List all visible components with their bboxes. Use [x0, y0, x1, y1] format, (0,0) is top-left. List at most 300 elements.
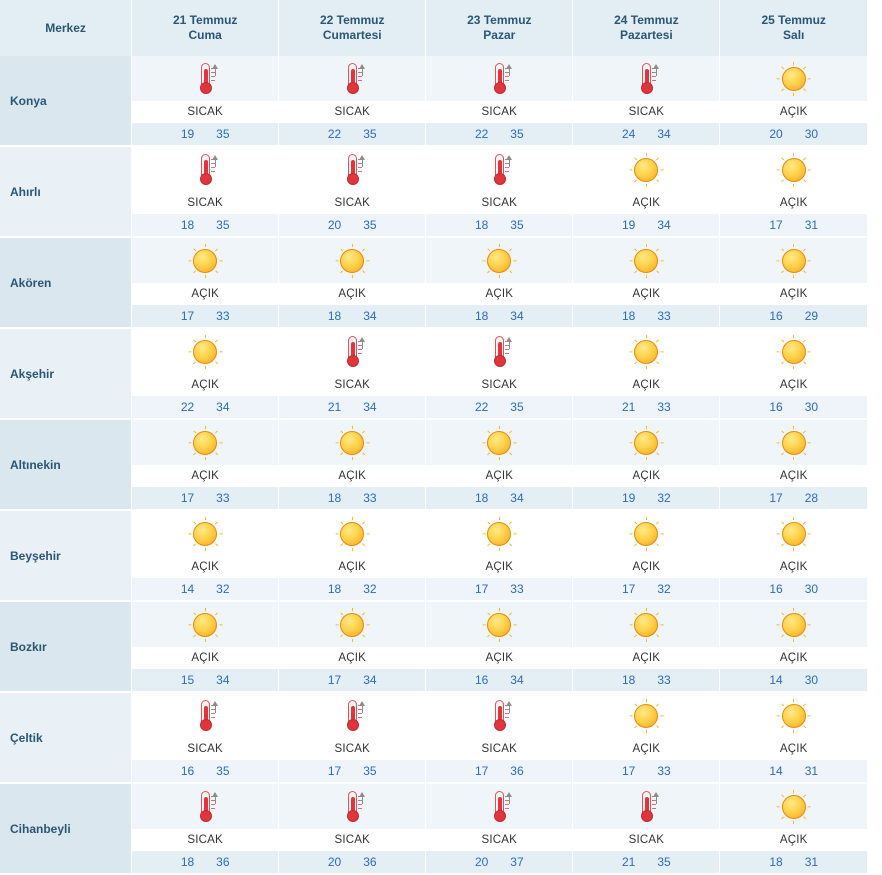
condition-label: SICAK: [279, 192, 425, 214]
temperature-row: [426, 760, 572, 782]
temperature-high: 34: [657, 127, 671, 141]
temperature-low: 16: [769, 582, 783, 596]
weather-icon-container: [132, 693, 278, 738]
temperature-row: [426, 214, 572, 236]
city-name-cell[interactable]: Çeltik: [0, 692, 132, 783]
city-name-cell[interactable]: Altınekin: [0, 419, 132, 510]
temperature-low: 14: [180, 582, 195, 596]
forecast-cell: [132, 328, 279, 419]
weather-icon-container: [573, 147, 719, 192]
condition-label: AÇIK: [573, 738, 719, 760]
header-date: 21 Temmuz: [172, 13, 238, 27]
forecast-cell: [426, 783, 573, 874]
condition-label: AÇIK: [720, 556, 867, 578]
weather-icon-container: [720, 511, 867, 556]
weather-icon-container: [573, 511, 719, 556]
condition-label: SICAK: [279, 101, 425, 123]
temperature-low: 21: [622, 855, 636, 869]
sun-icon: [777, 608, 811, 642]
temperature-row: [573, 669, 719, 691]
forecast-cell: [132, 237, 279, 328]
sun-icon: [777, 426, 811, 460]
temperature-row: [720, 669, 867, 691]
weather-icon-container: [573, 602, 719, 647]
condition-label: SICAK: [426, 192, 572, 214]
forecast-cell: [279, 237, 426, 328]
temperature-high: 35: [363, 764, 377, 778]
condition-label: AÇIK: [720, 647, 867, 669]
temperature-low: 19: [622, 218, 636, 232]
condition-label: AÇIK: [573, 192, 719, 214]
weather-icon-container: [132, 147, 278, 192]
temperature-low: 17: [622, 582, 636, 596]
temperature-row: [573, 578, 719, 600]
forecast-cell: [279, 510, 426, 601]
temperature-low: 16: [474, 673, 489, 687]
temperature-low: 18: [622, 673, 636, 687]
sun-icon: [482, 244, 516, 278]
forecast-cell: [573, 510, 720, 601]
header-cell-day-5: [720, 0, 867, 56]
forecast-cell: [279, 328, 426, 419]
temperature-low: 14: [769, 764, 783, 778]
sun-icon: [777, 153, 811, 187]
temperature-high: 33: [657, 309, 671, 323]
temperature-low: 22: [327, 127, 342, 141]
temperature-row: [720, 305, 867, 327]
weather-icon-container: [720, 693, 867, 738]
temperature-high: 30: [804, 582, 819, 596]
weather-icon-container: [720, 420, 867, 465]
temperature-high: 32: [657, 491, 671, 505]
weather-icon-container: [279, 602, 425, 647]
condition-label: SICAK: [279, 829, 425, 851]
weather-icon-container: [279, 329, 425, 374]
temperature-high: 36: [510, 764, 524, 778]
forecast-cell: [720, 783, 867, 874]
temperature-row: [720, 214, 867, 236]
forecast-cell: [132, 783, 279, 874]
temperature-low: 18: [622, 309, 636, 323]
temperature-high: 35: [510, 400, 524, 414]
temperature-low: 21: [327, 400, 342, 414]
temperature-low: 17: [474, 764, 489, 778]
header-cell-center: [0, 0, 132, 56]
header-weekday: Salı: [783, 28, 805, 42]
temperature-row: [573, 214, 719, 236]
condition-label: AÇIK: [132, 465, 278, 487]
temperature-high: 35: [363, 218, 377, 232]
forecast-cell: [720, 328, 867, 419]
header-weekday: Pazartesi: [620, 28, 673, 42]
condition-label: AÇIK: [426, 647, 572, 669]
header-weekday: Cumartesi: [322, 28, 382, 42]
temperature-high: 35: [657, 855, 671, 869]
table-row: [0, 56, 867, 146]
temperature-row: [132, 669, 278, 691]
weather-icon-container: [279, 511, 425, 556]
temperature-low: 22: [180, 400, 195, 414]
condition-label: SICAK: [426, 829, 572, 851]
weather-icon-container: [573, 784, 719, 829]
forecast-cell: [426, 419, 573, 510]
condition-label: AÇIK: [426, 465, 572, 487]
temperature-row: [573, 305, 719, 327]
temperature-high: 36: [216, 855, 230, 869]
temperature-high: 35: [510, 127, 524, 141]
temperature-high: 33: [657, 764, 671, 778]
header-cell-day-4: [573, 0, 720, 56]
forecast-cell: [720, 237, 867, 328]
condition-label: AÇIK: [573, 556, 719, 578]
condition-label: AÇIK: [573, 465, 719, 487]
sun-icon: [188, 517, 222, 551]
temperature-row: [279, 669, 425, 691]
temperature-low: 18: [327, 309, 342, 323]
forecast-cell: [573, 783, 720, 874]
table-row: [0, 328, 867, 419]
weather-icon-container: [720, 329, 867, 374]
temperature-row: [279, 578, 425, 600]
thermometer-hot-icon: [335, 152, 369, 188]
temperature-low: 15: [180, 673, 195, 687]
temperature-row: [573, 487, 719, 509]
temperature-row: [720, 487, 867, 509]
forecast-cell: [132, 601, 279, 692]
weather-icon-container: [426, 420, 572, 465]
weather-icon-container: [720, 784, 867, 829]
thermometer-hot-icon: [482, 334, 516, 370]
weather-icon-container: [573, 238, 719, 283]
weather-icon-container: [279, 420, 425, 465]
temperature-low: 18: [474, 218, 489, 232]
condition-label: AÇIK: [132, 374, 278, 396]
condition-label: AÇIK: [279, 465, 425, 487]
sun-icon: [188, 426, 222, 460]
table-row: [0, 692, 867, 783]
condition-label: AÇIK: [426, 556, 572, 578]
temperature-row: [720, 578, 867, 600]
forecast-cell: [720, 601, 867, 692]
temperature-row: [426, 305, 572, 327]
temperature-high: 30: [804, 127, 819, 141]
forecast-cell: [279, 692, 426, 783]
sun-icon: [188, 244, 222, 278]
temperature-high: 35: [216, 127, 230, 141]
sun-icon: [629, 608, 663, 642]
temperature-low: 24: [622, 127, 636, 141]
temperature-low: 14: [769, 673, 783, 687]
temperature-high: 33: [657, 400, 671, 414]
forecast-cell: [573, 56, 720, 146]
weather-icon-container: [426, 329, 572, 374]
temperature-low: 17: [769, 218, 783, 232]
temperature-high: 33: [657, 673, 671, 687]
weather-icon-container: [279, 784, 425, 829]
forecast-cell: [720, 692, 867, 783]
forecast-cell: [720, 419, 867, 510]
temperature-high: 34: [510, 309, 524, 323]
sun-icon: [482, 608, 516, 642]
table-row: [0, 419, 867, 510]
temperature-low: 17: [769, 491, 783, 505]
forecast-cell: [573, 237, 720, 328]
city-name-cell[interactable]: Akören: [0, 237, 132, 328]
temperature-row: [573, 396, 719, 418]
temperature-low: 20: [327, 855, 342, 869]
table-header: [0, 0, 867, 56]
weather-icon-container: [132, 511, 278, 556]
header-cell-day-2: [279, 0, 426, 56]
temperature-low: 17: [180, 491, 195, 505]
temperature-low: 20: [327, 218, 342, 232]
temperature-row: [573, 851, 719, 873]
condition-label: AÇIK: [720, 738, 867, 760]
temperature-row: [279, 305, 425, 327]
temperature-high: 34: [510, 673, 524, 687]
thermometer-hot-icon: [335, 334, 369, 370]
temperature-high: 35: [363, 127, 377, 141]
thermometer-hot-icon: [629, 789, 663, 825]
temperature-low: 17: [327, 673, 342, 687]
condition-label: AÇIK: [279, 283, 425, 305]
city-name-cell[interactable]: Cihanbeyli: [0, 783, 132, 874]
weather-icon-container: [573, 693, 719, 738]
city-name-cell[interactable]: Konya: [0, 56, 132, 146]
thermometer-hot-icon: [629, 61, 663, 97]
sun-icon: [188, 608, 222, 642]
condition-label: AÇIK: [279, 556, 425, 578]
temperature-high: 33: [510, 582, 524, 596]
temperature-high: 34: [216, 400, 230, 414]
temperature-row: [279, 214, 425, 236]
temperature-low: 20: [474, 855, 489, 869]
temperature-low: 19: [180, 127, 195, 141]
table-body: [0, 56, 867, 874]
thermometer-hot-icon: [188, 61, 222, 97]
sun-icon: [777, 699, 811, 733]
temperature-low: 18: [474, 309, 489, 323]
sun-icon: [777, 790, 811, 824]
thermometer-hot-icon: [482, 152, 516, 188]
condition-label: SICAK: [426, 374, 572, 396]
forecast-cell: [426, 601, 573, 692]
header-cell-day-1: [132, 0, 279, 56]
temperature-row: [132, 487, 278, 509]
weather-icon-container: [720, 602, 867, 647]
condition-label: AÇIK: [132, 283, 278, 305]
weather-icon-container: [279, 693, 425, 738]
weather-icon-container: [426, 238, 572, 283]
weather-icon-container: [573, 329, 719, 374]
sun-icon: [629, 244, 663, 278]
condition-label: AÇIK: [573, 283, 719, 305]
city-name-cell[interactable]: Ahırlı: [0, 146, 132, 237]
weather-icon-container: [573, 56, 719, 101]
weather-icon-container: [132, 56, 278, 101]
sun-icon: [629, 699, 663, 733]
table-row: [0, 237, 867, 328]
temperature-row: [720, 123, 867, 145]
temperature-row: [132, 214, 278, 236]
thermometer-hot-icon: [482, 61, 516, 97]
forecast-cell: [279, 601, 426, 692]
weather-icon-container: [132, 602, 278, 647]
temperature-row: [132, 305, 278, 327]
condition-label: AÇIK: [426, 283, 572, 305]
condition-label: AÇIK: [720, 374, 867, 396]
temperature-high: 31: [804, 218, 819, 232]
weather-icon-container: [720, 56, 867, 101]
temperature-row: [573, 123, 719, 145]
temperature-high: 31: [804, 855, 819, 869]
header-date: 25 Temmuz: [761, 13, 826, 27]
condition-label: SICAK: [426, 101, 572, 123]
temperature-high: 30: [804, 673, 819, 687]
condition-label: AÇIK: [720, 101, 867, 123]
temperature-low: 17: [180, 309, 195, 323]
temperature-high: 28: [804, 491, 819, 505]
temperature-low: 17: [622, 764, 636, 778]
forecast-cell: [720, 56, 867, 146]
temperature-low: 18: [180, 218, 195, 232]
temperature-row: [426, 851, 572, 873]
temperature-row: [426, 396, 572, 418]
city-name-cell[interactable]: Bozkır: [0, 601, 132, 692]
sun-icon: [777, 335, 811, 369]
condition-label: SICAK: [573, 101, 719, 123]
sun-icon: [335, 426, 369, 460]
weather-icon-container: [279, 56, 425, 101]
forecast-cell: [132, 419, 279, 510]
thermometer-hot-icon: [335, 698, 369, 734]
temperature-high: 30: [804, 400, 819, 414]
condition-label: AÇIK: [573, 647, 719, 669]
forecast-cell: [426, 56, 573, 146]
temperature-high: 34: [363, 309, 377, 323]
temperature-high: 33: [363, 491, 377, 505]
weather-icon-container: [720, 147, 867, 192]
temperature-row: [573, 760, 719, 782]
weather-icon-container: [426, 56, 572, 101]
sun-icon: [629, 426, 663, 460]
table-row: [0, 510, 867, 601]
weather-icon-container: [426, 784, 572, 829]
forecast-cell: [573, 419, 720, 510]
temperature-row: [132, 396, 278, 418]
temperature-row: [720, 396, 867, 418]
temperature-row: [279, 851, 425, 873]
weather-icon-container: [426, 511, 572, 556]
temperature-row: [279, 396, 425, 418]
header-date: Merkez: [45, 20, 86, 35]
condition-label: AÇIK: [720, 192, 867, 214]
temperature-high: 34: [216, 673, 230, 687]
thermometer-hot-icon: [188, 152, 222, 188]
temperature-low: 22: [474, 127, 489, 141]
thermometer-hot-icon: [335, 789, 369, 825]
forecast-cell: [279, 56, 426, 146]
temperature-high: 37: [510, 855, 524, 869]
condition-label: SICAK: [132, 829, 278, 851]
condition-label: SICAK: [426, 738, 572, 760]
weather-icon-container: [426, 602, 572, 647]
forecast-cell: [720, 510, 867, 601]
sun-icon: [335, 517, 369, 551]
temperature-row: [279, 760, 425, 782]
sun-icon: [482, 517, 516, 551]
condition-label: SICAK: [279, 738, 425, 760]
temperature-low: 18: [769, 855, 783, 869]
forecast-cell: [426, 328, 573, 419]
temperature-low: 19: [622, 491, 636, 505]
table-row: [0, 146, 867, 237]
city-name-cell[interactable]: Beyşehir: [0, 510, 132, 601]
forecast-cell: [573, 328, 720, 419]
thermometer-hot-icon: [335, 61, 369, 97]
thermometer-hot-icon: [482, 789, 516, 825]
city-name-cell[interactable]: Akşehir: [0, 328, 132, 419]
forecast-cell: [720, 146, 867, 237]
condition-label: AÇIK: [720, 283, 867, 305]
temperature-high: 35: [216, 218, 230, 232]
header-weekday: Cuma: [188, 28, 222, 42]
weather-icon-container: [132, 420, 278, 465]
condition-label: SICAK: [279, 374, 425, 396]
forecast-cell: [279, 783, 426, 874]
forecast-cell: [426, 237, 573, 328]
thermometer-hot-icon: [482, 698, 516, 734]
temperature-low: 22: [474, 400, 489, 414]
temperature-row: [426, 578, 572, 600]
temperature-high: 33: [216, 309, 230, 323]
header-date: 23 Temmuz: [467, 13, 532, 27]
weather-icon-container: [132, 784, 278, 829]
temperature-high: 34: [657, 218, 671, 232]
sun-icon: [777, 244, 811, 278]
temperature-low: 16: [769, 400, 783, 414]
condition-label: SICAK: [573, 829, 719, 851]
temperature-low: 18: [474, 491, 489, 505]
temperature-high: 34: [510, 491, 524, 505]
temperature-high: 35: [510, 218, 524, 232]
condition-label: AÇIK: [132, 647, 278, 669]
temperature-low: 18: [180, 855, 195, 869]
weather-icon-container: [132, 238, 278, 283]
temperature-high: 32: [216, 582, 230, 596]
temperature-high: 33: [216, 491, 230, 505]
header-weekday: Pazar: [483, 28, 516, 42]
weather-icon-container: [132, 329, 278, 374]
sun-icon: [629, 335, 663, 369]
condition-label: SICAK: [132, 738, 278, 760]
header-row: [0, 0, 867, 56]
condition-label: AÇIK: [720, 465, 867, 487]
weather-icon-container: [426, 693, 572, 738]
header-date: 24 Temmuz: [614, 13, 679, 27]
forecast-cell: [132, 510, 279, 601]
header-date: 22 Temmuz: [320, 13, 385, 27]
sun-icon: [629, 517, 663, 551]
forecast-cell: [573, 601, 720, 692]
temperature-row: [132, 760, 278, 782]
condition-label: AÇIK: [720, 829, 867, 851]
condition-label: AÇIK: [132, 556, 278, 578]
forecast-cell: [573, 692, 720, 783]
forecast-cell: [132, 692, 279, 783]
sun-icon: [629, 153, 663, 187]
temperature-high: 32: [657, 582, 671, 596]
